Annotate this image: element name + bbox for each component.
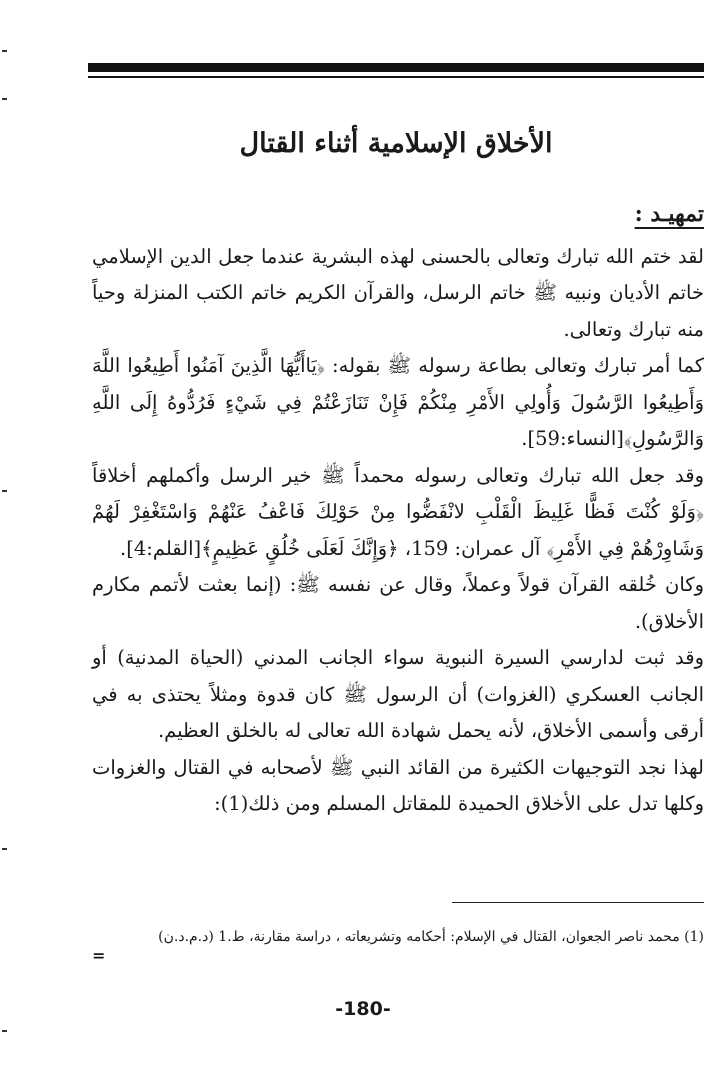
paragraph: لقد ختم الله تبارك وتعالى بالحسنى لهذه البشرية عندما جعل الدين الإسلامي خاتم الأديان ونبيه ﷺ خاتم الرسل، والقرآن الكريم خاتم الكتب المنزلة وحياً منه تبارك وتعالى. — [92, 244, 704, 341]
continuation-mark: = — [92, 946, 106, 965]
page-number: -180- — [335, 998, 391, 1020]
header-rule-thin — [88, 76, 704, 78]
paragraph: كما أمر تبارك وتعالى بطاعة رسوله ﷺ بقوله: ﴿يَاأَيُّهَا الَّذِينَ آمَنُوا أَطِيعُوا اللَّهَ وَأَطِيعُوا الرَّسُولَ وَأُولِي الأَمْرِ مِنْكُمْ فَإِنْ تَنَازَعْتُمْ فِي شَيْءٍ فَرُدُّوهُ إِلَى اللَّهِ وَالرَّسُولِ﴾[النساء:59]. — [92, 354, 704, 450]
margin-mark — [2, 98, 7, 100]
footnote: (1) محمد ناصر الجعوان، القتال في الإسلام: أحكامه وتشريعاته ، دراسة مقارنة، ط.1 (د.م.د.ن) — [158, 929, 704, 945]
section-heading: تمهيـد : — [634, 201, 704, 227]
margin-mark — [2, 848, 7, 850]
margin-mark — [2, 50, 7, 52]
paragraph: وقد جعل الله تبارك وتعالى رسوله محمداً ﷺ خير الرسل وأكملهم أخلاقاً ﴿وَلَوْ كُنْتَ فَظًّا غَلِيظَ الْقَلْبِ لانْفَضُّوا مِنْ حَوْلِكَ فَاعْفُ عَنْهُمْ وَاسْتَغْفِرْ لَهُمْ وَشَاوِرْهُمْ فِي الأَمْرِ﴾ آل عمران: 159، ﴿وَإِنَّكَ لَعَلَى خُلُقٍ عَظِيمٍ﴾[القلم:4]. — [92, 463, 704, 560]
paragraph: وقد ثبت لدارسي السيرة النبوية سواء الجانب المدني (الحياة المدنية) أو الجانب العسكري (الغزوات) أن الرسول ﷺ كان قدوة ومثلاً يحتذى به في أرقى وأسمى الأخلاق، لأنه يحمل شهادة الله تعالى له بالخلق العظيم. — [92, 646, 704, 742]
footnote-rule — [452, 902, 704, 903]
margin-mark — [2, 490, 7, 492]
paragraph: لهذا نجد التوجيهات الكثيرة من القائد النبي ﷺ لأصحابه في القتال والغزوات وكلها تدل على الأخلاق الحميدة للمقاتل المسلم ومن ذلك(1): — [92, 755, 704, 815]
body-text — [92, 196, 704, 823]
header-rule-thick — [88, 63, 704, 72]
paragraph: وكان خُلقه القرآن قولاً وعملاً، وقال عن نفسه ﷺ: (إنما بعثت لأتمم مكارم الأخلاق). — [92, 573, 704, 633]
page-title: الأخلاق الإسلامية أثناء القتال — [239, 128, 553, 159]
margin-mark — [2, 1030, 7, 1032]
